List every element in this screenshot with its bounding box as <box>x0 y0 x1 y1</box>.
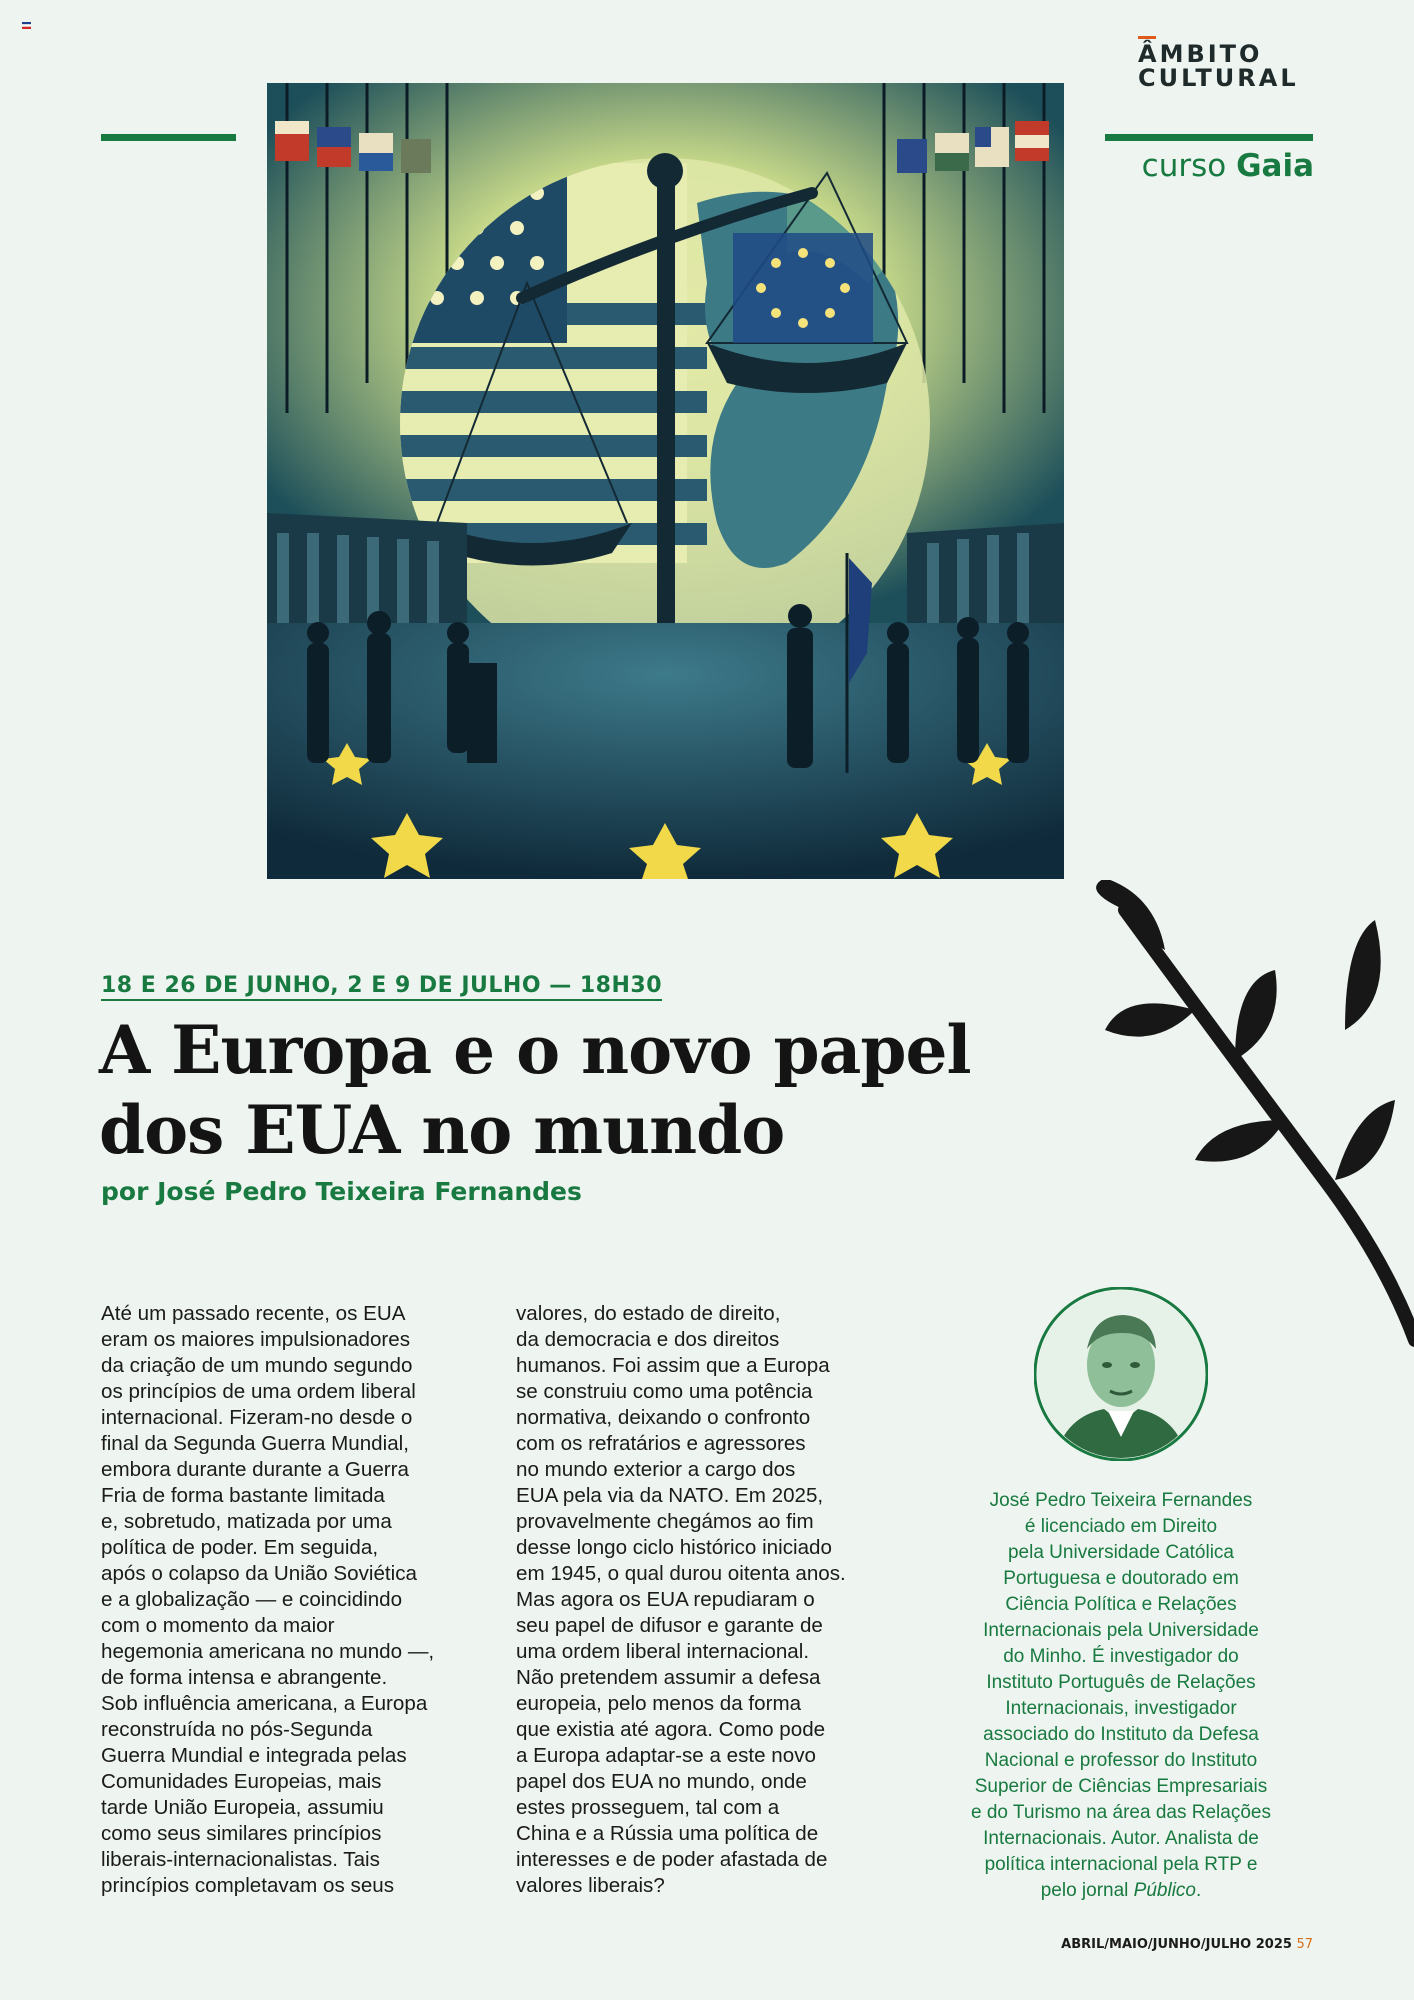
text-line: Mas agora os EUA repudiaram o <box>516 1588 815 1611</box>
text-line: José Pedro Teixeira Fernandes <box>989 1490 1253 1511</box>
text-line: Internacionais. Autor. Analista de <box>983 1828 1259 1849</box>
logo-line2: CULTURAL <box>1138 64 1299 92</box>
text-line: papel dos EUA no mundo, onde <box>516 1770 807 1793</box>
text-line: da criação de um mundo segundo <box>101 1354 413 1377</box>
text-line: e, sobretudo, matizada por uma <box>101 1510 392 1533</box>
text-line: após o colapso da União Soviética <box>101 1562 417 1585</box>
text-line: Portuguesa e doutorado em <box>1003 1568 1239 1589</box>
rule-right <box>1105 134 1313 141</box>
text-line: Até um passado recente, os EUA <box>101 1302 406 1325</box>
text-line: normativa, deixando o confronto <box>516 1406 811 1429</box>
course-label <box>1100 148 1314 184</box>
text-line: se construiu como uma potência <box>516 1380 813 1403</box>
article-column-1 <box>101 1301 486 1899</box>
text-line: estes prosseguem, tal com a <box>516 1796 780 1819</box>
text-line: humanos. Foi assim que a Europa <box>516 1354 830 1377</box>
text-line: em 1945, o qual durou oitenta anos. <box>516 1562 846 1585</box>
text-line: no mundo exterior a cargo dos <box>516 1458 796 1481</box>
text-line: e a globalização — e coincidindo <box>101 1588 403 1611</box>
flag-mini-icon <box>22 22 31 29</box>
text-line: pela Universidade Católica <box>1007 1542 1234 1563</box>
event-title <box>99 1010 999 1170</box>
text-line: Sob influência americana, a Europa <box>101 1692 428 1715</box>
text-line: eram os maiores impulsionadores <box>101 1328 411 1351</box>
author-bio <box>940 1488 1302 1904</box>
course-name: Gaia <box>1236 148 1314 184</box>
page-footer <box>1000 1937 1313 1952</box>
text-line: Comunidades Europeias, mais <box>101 1770 382 1793</box>
title-line1: A Europa e o novo papel <box>99 1011 971 1089</box>
text-line: a Europa adaptar-se a este novo <box>516 1744 816 1767</box>
event-date: 18 E 26 DE JUNHO, 2 E 9 DE JULHO — 18H30 <box>101 973 662 1001</box>
text-line: valores, do estado de direito, <box>516 1302 781 1325</box>
author-portrait <box>1034 1287 1208 1461</box>
bio-last-suffix: . <box>1196 1880 1202 1901</box>
text-line: Internacionais pela Universidade <box>983 1620 1259 1641</box>
text-line: final da Segunda Guerra Mundial, <box>101 1432 409 1455</box>
text-line: que existia até agora. Como pode <box>516 1718 826 1741</box>
text-line: valores liberais? <box>516 1874 665 1897</box>
text-line: Fria de forma bastante limitada <box>101 1484 385 1507</box>
text-line: provavelmente chegámos ao fim <box>516 1510 814 1533</box>
text-line: e do Turismo na área das Relações <box>971 1802 1271 1823</box>
text-line: China e a Rússia uma política de <box>516 1822 819 1845</box>
bio-last-prefix: pelo jornal <box>1040 1880 1134 1901</box>
text-line: desse longo ciclo histórico iniciado <box>516 1536 832 1559</box>
text-line: reconstruída no pós-Segunda <box>101 1718 373 1741</box>
rule-left <box>101 134 236 141</box>
logo-line1: ÂMBITO <box>1138 40 1263 68</box>
text-line: internacional. Fizeram-no desde o <box>101 1406 413 1429</box>
text-line: os princípios de uma ordem liberal <box>101 1380 416 1403</box>
course-prefix: curso <box>1141 148 1227 184</box>
text-line: política internacional pela RTP e <box>984 1854 1258 1875</box>
text-line: Ciência Política e Relações <box>1005 1594 1237 1615</box>
text-line: uma ordem liberal internacional. <box>516 1640 810 1663</box>
bio-last-line <box>940 1878 1302 1904</box>
article-column-2 <box>516 1301 901 1899</box>
text-line: Não pretendem assumir a defesa <box>516 1666 821 1689</box>
issue-label: ABRIL/MAIO/JUNHO/JULHO 2025 <box>1061 1937 1292 1952</box>
text-line: associado do Instituto da Defesa <box>983 1724 1259 1745</box>
text-line: liberais-internacionalistas. Tais <box>101 1848 380 1871</box>
text-line: tarde União Europeia, assumiu <box>101 1796 384 1819</box>
text-line: Instituto Português de Relações <box>986 1672 1256 1693</box>
ambito-cultural-logo <box>1138 42 1318 90</box>
text-line: princípios completavam os seus <box>101 1874 395 1897</box>
text-line: europeia, pelo menos da forma <box>516 1692 802 1715</box>
text-line: seu papel de difusor e garante de <box>516 1614 823 1637</box>
author-byline: por José Pedro Teixeira Fernandes <box>101 1177 582 1206</box>
text-line: Guerra Mundial e integrada pelas <box>101 1744 407 1767</box>
text-line: é licenciado em Direito <box>1024 1516 1218 1537</box>
text-line: de forma intensa e abrangente. <box>101 1666 388 1689</box>
text-line: hegemonia americana no mundo —, <box>101 1640 435 1663</box>
page-number: 57 <box>1296 1937 1313 1952</box>
text-line: do Minho. É investigador do <box>1003 1646 1239 1667</box>
text-line: com os refratários e agressores <box>516 1432 806 1455</box>
text-line: EUA pela via da NATO. Em 2025, <box>516 1484 824 1507</box>
text-line: embora durante durante a Guerra <box>101 1458 409 1481</box>
title-line2: dos EUA no mundo <box>99 1091 785 1169</box>
text-line: como seus similares princípios <box>101 1822 382 1845</box>
text-line: política de poder. Em seguida, <box>101 1536 379 1559</box>
text-line: Internacionais, investigador <box>1005 1698 1237 1719</box>
text-line: Nacional e professor do Instituto <box>984 1750 1258 1771</box>
text-line: da democracia e dos direitos <box>516 1328 780 1351</box>
text-line: com o momento da maior <box>101 1614 335 1637</box>
bio-publico: Público <box>1133 1880 1196 1901</box>
text-line: Superior de Ciências Empresariais <box>974 1776 1268 1797</box>
text-line: interesses e de poder afastada de <box>516 1848 828 1871</box>
hero-illustration <box>267 83 1064 879</box>
